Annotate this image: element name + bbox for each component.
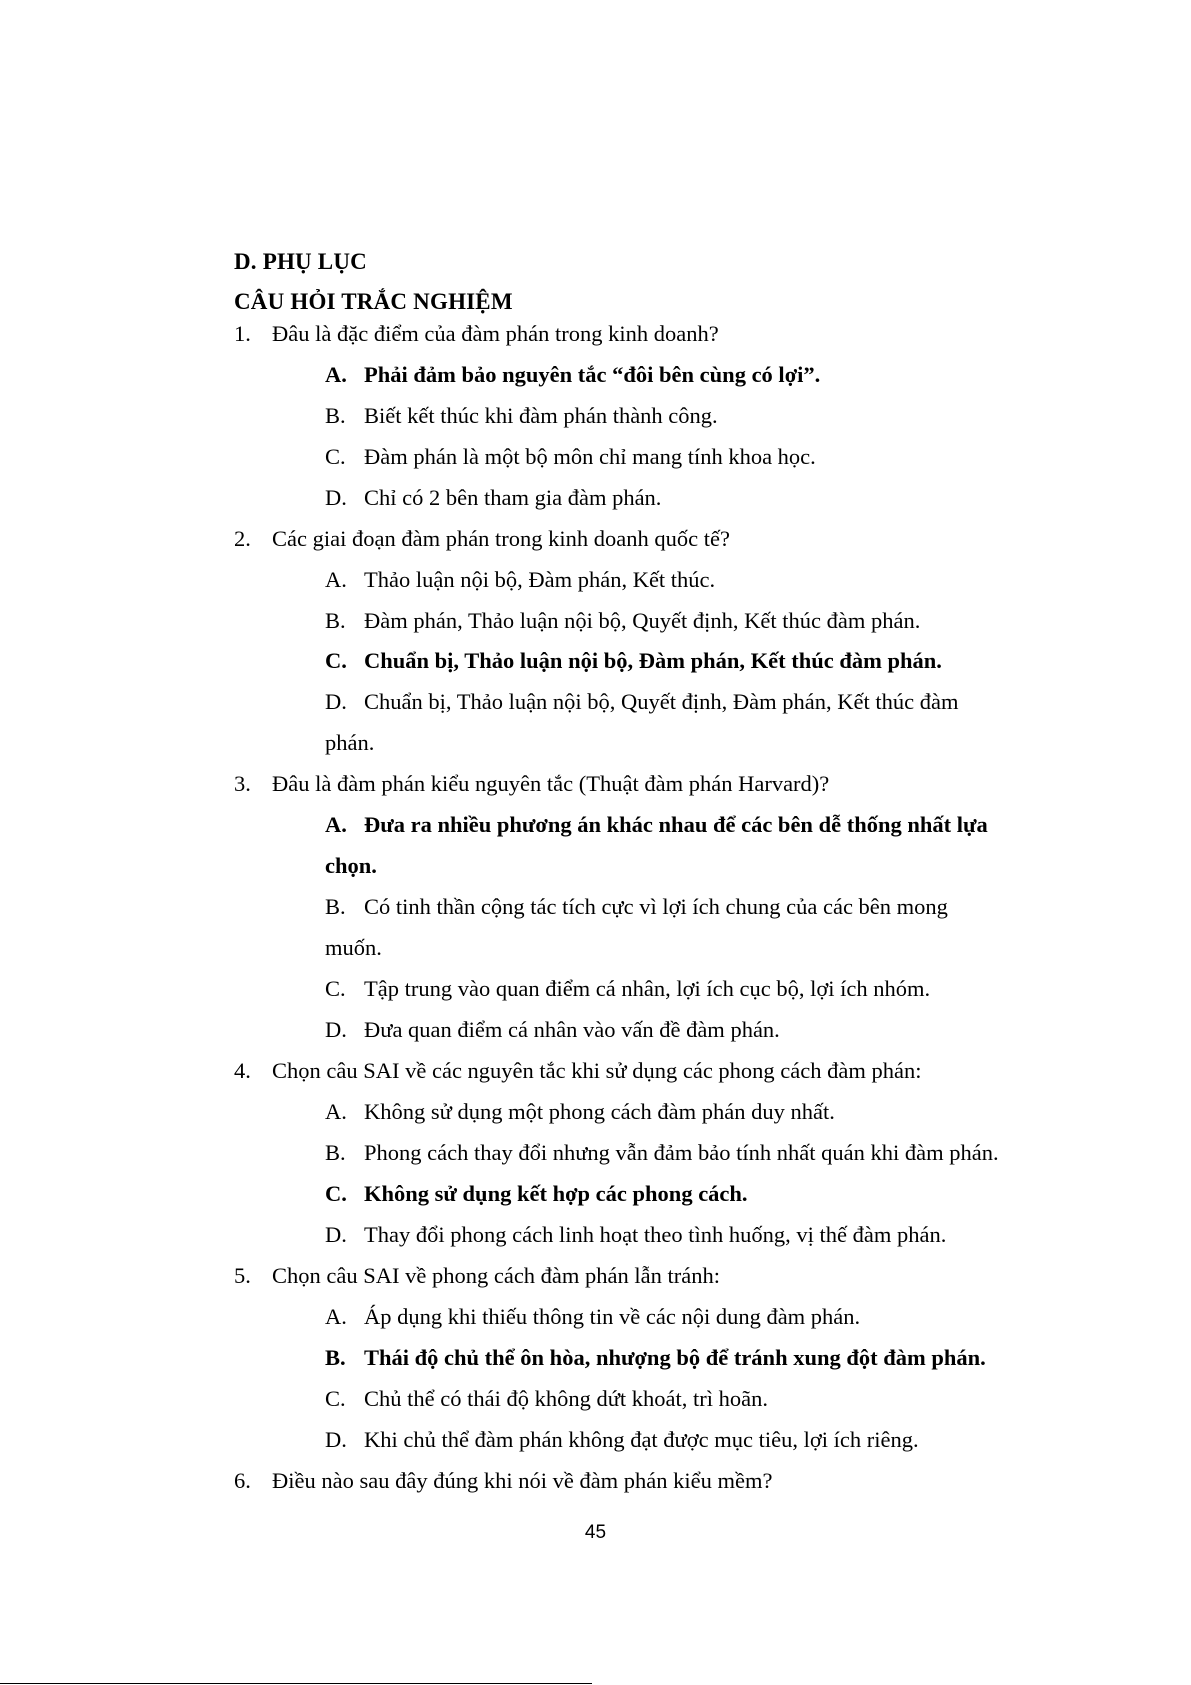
option-letter: A. xyxy=(325,567,347,592)
option-letter: D. xyxy=(325,689,347,714)
option-text: Phải đảm bảo nguyên tắc “đôi bên cùng có lợi”. xyxy=(364,362,821,387)
option-text: Đưa quan điểm cá nhân vào vấn đề đàm phán. xyxy=(364,1017,780,1042)
option-letter: A. xyxy=(325,1304,347,1329)
option-letter: B. xyxy=(325,403,346,428)
option-text: Khi chủ thể đàm phán không đạt được mục tiêu, lợi ích riêng. xyxy=(364,1427,919,1452)
option-text: Chỉ có 2 bên tham gia đàm phán. xyxy=(364,485,662,510)
option-letter: C. xyxy=(325,1386,346,1411)
option-text: Không sử dụng kết hợp các phong cách. xyxy=(364,1181,748,1206)
option-letter: C. xyxy=(325,648,347,673)
option-text-continuation: phán. xyxy=(325,730,375,755)
question-number: 1. xyxy=(234,321,251,346)
option-letter: D. xyxy=(325,1222,347,1247)
option-letter: C. xyxy=(325,444,346,469)
option-letter: D. xyxy=(325,485,347,510)
option-letter: A. xyxy=(325,1099,347,1124)
option-text: Tập trung vào quan điểm cá nhân, lợi ích cục bộ, lợi ích nhóm. xyxy=(364,976,931,1001)
question-number: 6. xyxy=(234,1468,251,1493)
question-number: 2. xyxy=(234,526,251,551)
option-letter: C. xyxy=(325,976,346,1001)
question-number: 4. xyxy=(234,1058,251,1083)
subsection-title: CÂU HỎI TRẮC NGHIỆM xyxy=(234,289,513,314)
option-text: Biết kết thúc khi đàm phán thành công. xyxy=(364,403,718,428)
option-letter: A. xyxy=(325,362,347,387)
option-text: Không sử dụng một phong cách đàm phán duy nhất. xyxy=(364,1099,835,1124)
question-text: Chọn câu SAI về các nguyên tắc khi sử dụng các phong cách đàm phán: xyxy=(272,1058,922,1083)
option-text: Chuẩn bị, Thảo luận nội bộ, Đàm phán, Kết thúc đàm phán. xyxy=(364,648,942,673)
option-text: Đàm phán, Thảo luận nội bộ, Quyết định, Kết thúc đàm phán. xyxy=(364,608,921,633)
question-text: Các giai đoạn đàm phán trong kinh doanh quốc tế? xyxy=(272,526,730,551)
option-text-continuation: muốn. xyxy=(325,935,382,960)
option-letter: A. xyxy=(325,812,347,837)
question-number: 5. xyxy=(234,1263,251,1288)
option-text: Chuẩn bị, Thảo luận nội bộ, Quyết định, Đàm phán, Kết thúc đàm xyxy=(364,689,959,714)
page-number: 45 xyxy=(584,1522,607,1543)
option-text: Áp dụng khi thiếu thông tin về các nội dung đàm phán. xyxy=(364,1304,861,1329)
option-text-continuation: chọn. xyxy=(325,853,377,878)
option-text: Đàm phán là một bộ môn chỉ mang tính khoa học. xyxy=(364,444,816,469)
option-letter: B. xyxy=(325,894,346,919)
option-letter: D. xyxy=(325,1017,347,1042)
option-letter: C. xyxy=(325,1181,347,1206)
option-text: Thay đổi phong cách linh hoạt theo tình huống, vị thế đàm phán. xyxy=(364,1222,947,1247)
option-letter: B. xyxy=(325,608,346,633)
option-text: Chủ thể có thái độ không dứt khoát, trì hoãn. xyxy=(364,1386,769,1411)
bottom-divider xyxy=(0,1683,592,1684)
option-text: Đưa ra nhiều phương án khác nhau để các bên dễ thống nhất lựa xyxy=(364,812,988,837)
option-text: Phong cách thay đổi nhưng vẫn đảm bảo tính nhất quán khi đàm phán. xyxy=(364,1140,999,1165)
option-letter: B. xyxy=(325,1345,346,1370)
option-text: Thái độ chủ thể ôn hòa, nhượng bộ để tránh xung đột đàm phán. xyxy=(364,1345,986,1370)
option-text: Có tinh thần cộng tác tích cực vì lợi ích chung của các bên mong xyxy=(364,894,948,919)
option-letter: B. xyxy=(325,1140,346,1165)
question-text: Đâu là đàm phán kiểu nguyên tắc (Thuật đàm phán Harvard)? xyxy=(272,771,830,796)
section-title: D. PHỤ LỤC xyxy=(234,249,367,274)
question-number: 3. xyxy=(234,771,251,796)
question-text: Chọn câu SAI về phong cách đàm phán lẫn tránh: xyxy=(272,1263,721,1288)
question-text: Đâu là đặc điểm của đàm phán trong kinh doanh? xyxy=(272,321,719,346)
question-text: Điều nào sau đây đúng khi nói về đàm phán kiểu mềm? xyxy=(272,1468,773,1493)
option-letter: D. xyxy=(325,1427,347,1452)
option-text: Thảo luận nội bộ, Đàm phán, Kết thúc. xyxy=(364,567,716,592)
